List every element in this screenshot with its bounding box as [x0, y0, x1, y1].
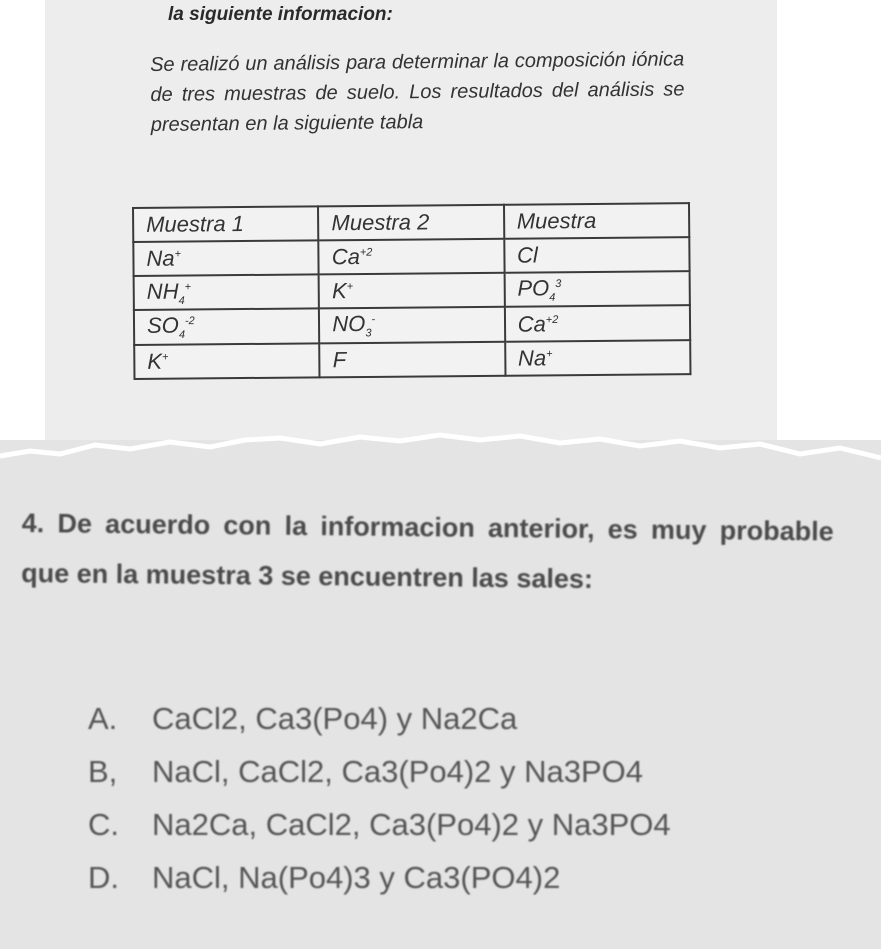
section-heading: la siguiente informacion: — [168, 4, 393, 25]
ion-cell: K+ — [134, 343, 320, 379]
intro-paragraph: Se realizó un análisis para determinar la composición iónica de tres muestras de suelo. Los resultados del análisis se presentan en la siguiente tabla — [150, 48, 685, 136]
answer-options — [88, 692, 671, 904]
option-b — [88, 745, 671, 798]
option-a — [88, 692, 671, 745]
header-muestra-1: Muestra 1 — [133, 206, 319, 242]
ion-cell: $NH_4^+$ — [134, 274, 320, 310]
header-muestra-3: Muestra — [504, 203, 690, 239]
question-text: 4. De acuerdo con la informacion anterior, es muy probable que en la muestra 3 se encuentren las sales: — [21, 507, 834, 594]
header-muestra-2: Muestra 2 — [318, 205, 504, 241]
ion-cell: $Ca^{+2}$ — [319, 239, 505, 275]
table-row — [134, 271, 690, 310]
table-row — [133, 237, 689, 276]
option-text: CaCl2, Ca3(Po4) y Na2Ca — [152, 701, 518, 736]
option-letter: C. — [88, 807, 119, 842]
ion-cell: Na+ — [133, 240, 319, 276]
ion-cell: $Ca^{+2}$ — [505, 306, 691, 342]
ion-table — [132, 202, 691, 380]
ion-cell: Na+ — [505, 340, 691, 376]
ion-cell: Cl — [504, 237, 690, 273]
ion-cell: F — [320, 342, 506, 378]
ion-cell: K+ — [319, 273, 505, 309]
torn-paper-edge — [0, 418, 881, 488]
option-letter: B, — [88, 754, 118, 789]
option-letter: A. — [88, 701, 118, 736]
option-c — [88, 798, 671, 851]
ion-cell: $PO_4^3$ — [504, 271, 690, 307]
option-text: NaCl, Na(Po4)3 y Ca3(PO4)2 — [152, 860, 561, 895]
option-text: Na2Ca, CaCl2, Ca3(Po4)2 y Na3PO4 — [152, 807, 671, 842]
table-row — [134, 340, 690, 379]
option-letter: D. — [88, 860, 119, 895]
table-row — [134, 306, 690, 345]
option-d — [88, 851, 671, 904]
ion-cell: $NO_3^-$ — [319, 307, 505, 343]
ion-cell: $SO_4^{-2}$ — [134, 309, 320, 345]
option-text: NaCl, CaCl2, Ca3(Po4)2 y Na3PO4 — [152, 754, 644, 789]
table-header-row — [133, 203, 689, 242]
